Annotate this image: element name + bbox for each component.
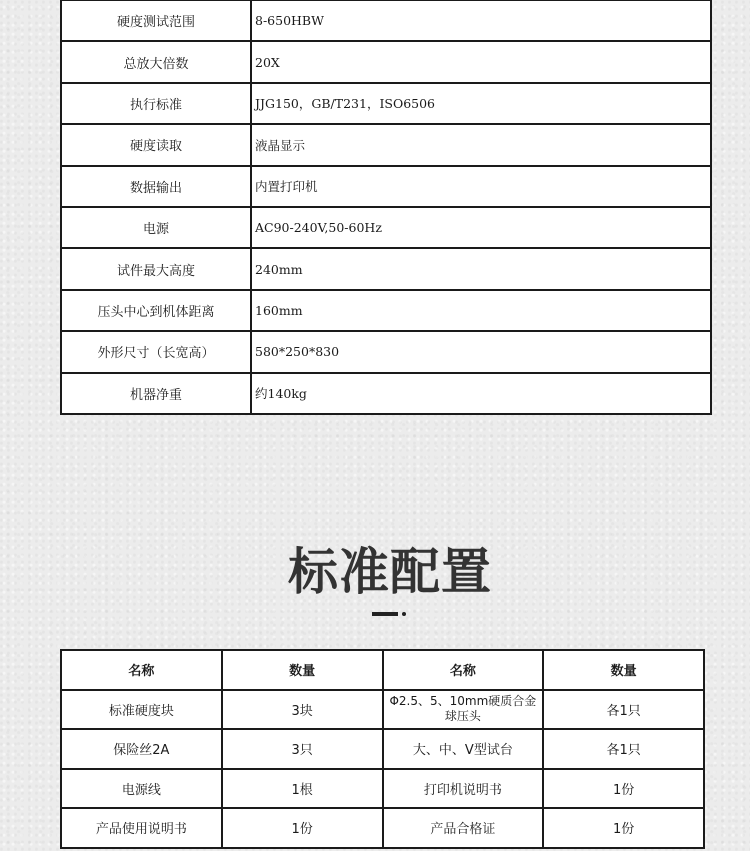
spec-value: 8-650HBW [251,0,711,41]
table-cell: 1根 [222,769,383,809]
spec-label: 总放大倍数 [61,41,251,82]
table-row [61,729,704,769]
table-row [61,248,711,289]
spec-value: 内置打印机 [251,166,711,207]
spec-value: 20X [251,41,711,82]
column-header: 数量 [222,650,383,690]
table-cell: 标准硬度块 [61,690,222,730]
table-cell: 产品使用说明书 [61,808,222,848]
table-cell: 3块 [222,690,383,730]
column-header: 数量 [543,650,704,690]
title-underline-dot [402,612,406,616]
spec-label: 数据输出 [61,166,251,207]
spec-value: 580*250*830 [251,331,711,372]
table-header-row [61,650,704,690]
table-row [61,207,711,248]
spec-value: 160mm [251,290,711,331]
spec-label: 试件最大高度 [61,248,251,289]
table-cell: 产品合格证 [383,808,544,848]
table-cell: 大、中、V型试台 [383,729,544,769]
table-row [61,331,711,372]
table-row [61,808,704,848]
title-underline [372,612,398,616]
table-row [61,690,704,730]
table-cell: 3只 [222,729,383,769]
table-row [61,124,711,165]
column-header: 名称 [383,650,544,690]
spec-label: 硬度读取 [61,124,251,165]
spec-label: 机器净重 [61,373,251,414]
table-cell: 各1只 [543,690,704,730]
spec-label: 电源 [61,207,251,248]
table-cell: 各1只 [543,729,704,769]
table-row [61,166,711,207]
spec-label: 压头中心到机体距离 [61,290,251,331]
table-cell: 打印机说明书 [383,769,544,809]
table-row [61,83,711,124]
spec-value: JJG150，GB/T231，ISO6506 [251,83,711,124]
table-cell: 1份 [543,808,704,848]
table-cell: Φ2.5、5、10mm硬质合金球压头 [383,690,544,730]
spec-label: 执行标准 [61,83,251,124]
table-cell: 电源线 [61,769,222,809]
table-row [61,41,711,82]
table-row [61,769,704,809]
spec-table [60,0,712,415]
section-title: 标准配置 [288,543,492,601]
table-cell: 1份 [543,769,704,809]
table-row [61,0,711,41]
table-cell: 保险丝2A [61,729,222,769]
table-row [61,373,711,414]
spec-value: AC90-240V,50-60Hz [251,207,711,248]
config-table [60,649,705,849]
spec-label: 外形尺寸（长宽高） [61,331,251,372]
spec-value: 240mm [251,248,711,289]
table-row [61,290,711,331]
spec-value: 液晶显示 [251,124,711,165]
table-cell: 1份 [222,808,383,848]
spec-value: 约140kg [251,373,711,414]
column-header: 名称 [61,650,222,690]
spec-label: 硬度测试范围 [61,0,251,41]
